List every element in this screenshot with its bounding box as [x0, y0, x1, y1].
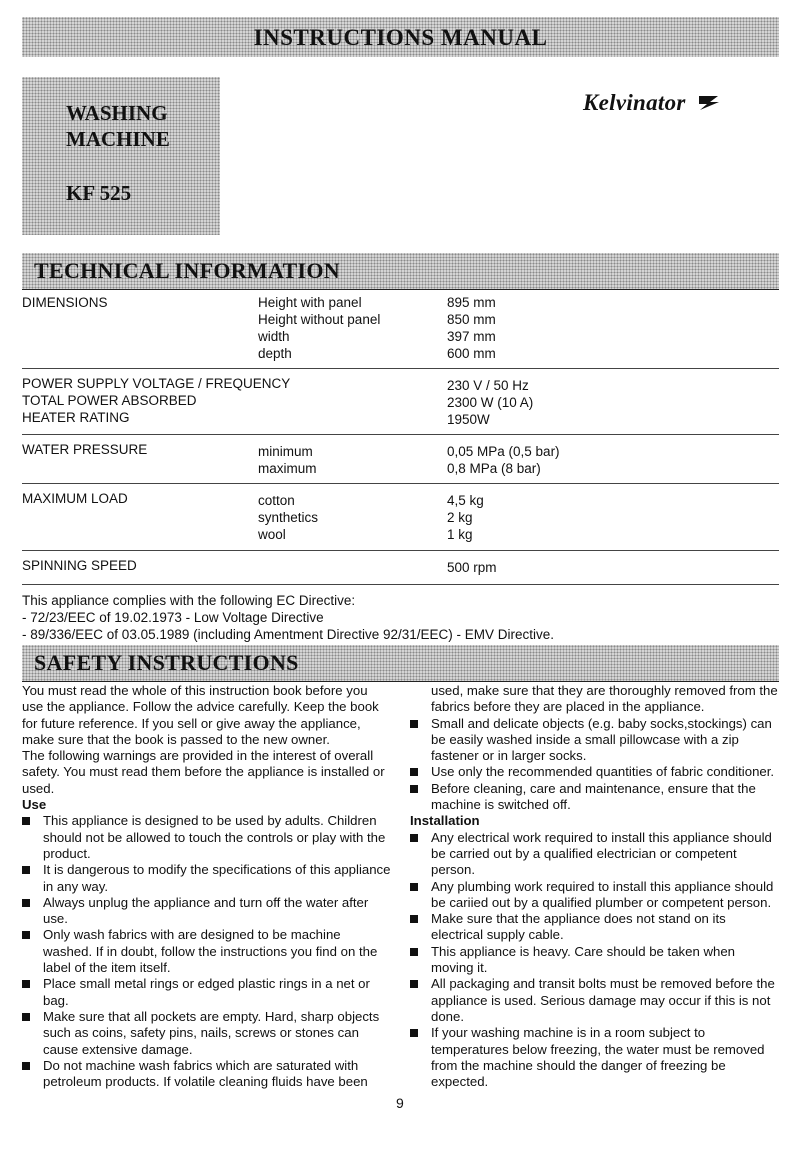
water-pressure-label: WATER PRESSURE: [22, 442, 148, 457]
safety-right-column: [410, 683, 778, 1090]
directive-line: This appliance complies with the following EC Directive:: [22, 593, 356, 608]
spec-value: 1950W: [447, 412, 490, 427]
safety-warning: The following warnings are provided in the interest of overall safety. You must read them before the appliance is installed or used.: [22, 748, 385, 796]
use-heading: Use: [22, 797, 47, 813]
spec-sub-label: depth: [258, 346, 292, 361]
spinning-speed-label: SPINNING SPEED: [22, 558, 137, 573]
spec-value: 850 mm: [447, 312, 496, 327]
spec-value: 4,5 kg: [447, 493, 484, 508]
power-supply-label: POWER SUPPLY VOLTAGE / FREQUENCY: [22, 376, 291, 391]
spec-value: 500 rpm: [447, 560, 497, 575]
list-item: Make sure that the appliance does not stand on its electrical supply cable.: [410, 911, 778, 944]
spec-value: 397 mm: [447, 329, 496, 344]
manual-title-banner: [22, 17, 779, 57]
spec-value: 2 kg: [447, 510, 473, 525]
list-item: All packaging and transit bolts must be removed before the appliance is used. Serious damage may occur if this is not done.: [410, 976, 778, 1025]
list-item: Always unplug the appliance and turn off the water after use.: [22, 895, 392, 928]
list-item: Only wash fabrics with are designed to be machine washed. If in doubt, follow the instructions you find on the label of the item itself.: [22, 927, 392, 976]
spec-value: 1 kg: [447, 527, 473, 542]
list-item: Any electrical work required to install this appliance should be carried out by a qualified electrician or competent person.: [410, 830, 778, 879]
spec-value: 230 V / 50 Hz: [447, 378, 529, 393]
maximum-load-label: MAXIMUM LOAD: [22, 491, 128, 506]
technical-info-banner: [22, 253, 779, 290]
installation-heading: Installation: [410, 813, 480, 829]
technical-info-heading: TECHNICAL INFORMATION: [34, 258, 340, 283]
list-item: Use only the recommended quantities of fabric conditioner.: [410, 764, 778, 780]
manual-title: INSTRUCTIONS MANUAL: [253, 25, 548, 50]
brand-logo: [583, 90, 722, 116]
list-item: Any plumbing work required to install this appliance should be cariied out by a qualified plumber or competent person.: [410, 879, 778, 912]
use-list: [22, 813, 392, 1090]
list-item: It is dangerous to modify the specifications of this appliance in any way.: [22, 862, 392, 895]
spec-sub-label: cotton: [258, 493, 295, 508]
list-item: Place small metal rings or edged plastic rings in a net or bag.: [22, 976, 392, 1009]
safety-left-column: [22, 683, 392, 1090]
safety-instructions-heading: SAFETY INSTRUCTIONS: [34, 650, 299, 675]
page-number: 9: [396, 1095, 404, 1111]
spec-value: 895 mm: [447, 295, 496, 310]
table-divider: [22, 434, 779, 435]
directive-line: - 89/336/EEC of 03.05.1989 (including Amentment Directive 92/31/EEC) - EMV Directive.: [22, 627, 555, 642]
table-divider: [22, 483, 779, 484]
spec-value: 600 mm: [447, 346, 496, 361]
list-item: Small and delicate objects (e.g. baby socks,stockings) can be easily washed inside a small pillowcase with a zip fastener or in larger socks.: [410, 716, 778, 765]
table-divider: [22, 368, 779, 369]
use-list-continued: [410, 716, 778, 814]
spec-sub-label: Height with panel: [258, 295, 362, 310]
table-divider: [22, 584, 779, 585]
brand-mark-icon: [696, 92, 722, 114]
list-item: Do not machine wash fabrics which are saturated with petroleum products. If volatile cleaning fluids have been: [22, 1058, 392, 1091]
product-line-1: WASHING: [66, 101, 168, 125]
product-line-2: MACHINE: [66, 127, 170, 151]
use-item-continued: used, make sure that they are thoroughly removed from the fabrics before they are placed in the appliance.: [431, 683, 778, 715]
installation-list: [410, 830, 778, 1091]
product-box: [22, 77, 220, 235]
total-power-label: TOTAL POWER ABSORBED: [22, 393, 197, 408]
spec-sub-label: width: [258, 329, 290, 344]
table-divider: [22, 550, 779, 551]
spec-sub-label: maximum: [258, 461, 317, 476]
spec-sub-label: minimum: [258, 444, 313, 459]
safety-instructions-banner: [22, 645, 779, 682]
list-item: If your washing machine is in a room subject to temperatures below freezing, the water must be removed from the machine should the danger of freezing be expected.: [410, 1025, 778, 1090]
spec-value: 0,05 MPa (0,5 bar): [447, 444, 560, 459]
spec-sub-label: Height without panel: [258, 312, 381, 327]
brand-name: Kelvinator: [583, 90, 686, 115]
spec-value: 2300 W (10 A): [447, 395, 534, 410]
safety-intro: You must read the whole of this instruction book before you use the appliance. Follow the advice carefully. Keep the book for future reference. If you sell or give away the appliance, make sure that the book is passed to the new owner.: [22, 683, 379, 747]
list-item: This appliance is designed to be used by adults. Children should not be allowed to touch the controls or play with the product.: [22, 813, 392, 862]
product-model: KF 525: [66, 181, 132, 205]
list-item: Before cleaning, care and maintenance, ensure that the machine is switched off.: [410, 781, 778, 814]
list-item: This appliance is heavy. Care should be taken when moving it.: [410, 944, 778, 977]
spec-value: 0,8 MPa (8 bar): [447, 461, 541, 476]
list-item: Make sure that all pockets are empty. Hard, sharp objects such as coins, safety pins, nails, screws or stones can cause extensive damage.: [22, 1009, 392, 1058]
directive-line: - 72/23/EEC of 19.02.1973 - Low Voltage Directive: [22, 610, 324, 625]
spec-sub-label: synthetics: [258, 510, 319, 525]
dimensions-label: DIMENSIONS: [22, 295, 108, 310]
spec-sub-label: wool: [258, 527, 286, 542]
heater-rating-label: HEATER RATING: [22, 410, 130, 425]
